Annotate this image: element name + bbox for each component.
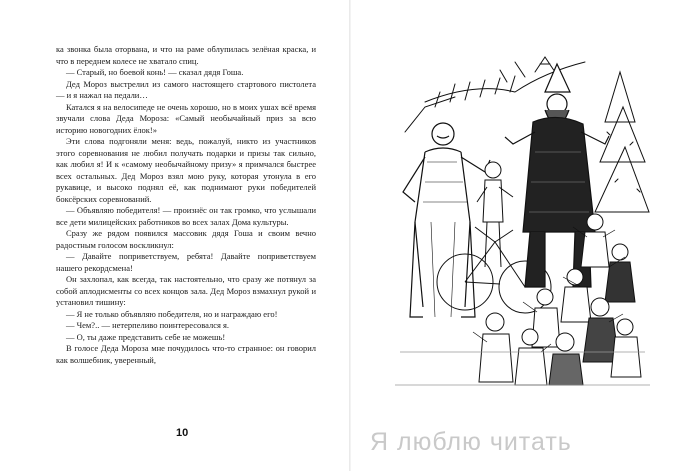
paragraph: — Старый, но боевой конь! — сказал дядя Гоша. (66, 67, 244, 77)
book-fold (349, 0, 351, 471)
paragraph: — Объявляю победителя! — произнёс он так громко, что услышали все дети милицейских работников во всех залах Дома культуры. (56, 205, 316, 227)
paragraph: Катался я на велосипеде не очень хорошо, но в моих ушах всё время звучали слова Деда Мороза: «Самый необычайный приз за всю историю новогодних ёлок!» (56, 101, 316, 135)
paragraph: Дед Мороз выстрелил из самого настоящего стартового пистолета — и я нажал на педали… (56, 78, 316, 100)
paragraph: Сразу же рядом появился массовик дядя Гоша и своим вечно радостным голосом воскликнул: (56, 228, 316, 250)
paragraph: — Давайте поприветствуем, ребята! Давайте поприветствуем нашего рекордсмена! (56, 251, 316, 273)
paragraph: ка звонка была оторвана, и что на раме облупилась зелёная краска, и что в переднем колесе не хватало спиц. (56, 44, 316, 66)
page-number: 10 (176, 427, 189, 439)
paragraph: В голосе Деда Мороза мне почудилось что-то странное: он говорил как волшебник, уверенный, (56, 343, 316, 365)
paragraph: — О, ты даже представить себе не можешь! (66, 331, 226, 342)
paragraph: Эти слова подгоняли меня: ведь, пожалуй, никто из участников этого соревнования не любил получать подарки и призы так сильно, как любил я! И к «самому необычайному призу» я примчался быстрее всех остальных. Дед Мороз взял мою руку, которая утонула в его рукавице, и высоко поднял её, как поднимают руки победителей боксёрских соревнований. (56, 136, 316, 204)
paragraph: — Чем?.. — нетерпеливо поинтересовался я. (66, 320, 230, 330)
story-illustration (395, 52, 650, 387)
paragraph: — Я не только объявляю победителя, но и награждаю его! (66, 308, 278, 319)
text-column (56, 44, 316, 366)
paragraph: Он захлопал, как всегда, так настоятельно, что сразу же потянул за собой аплодисменты со всех концов зала. Дед Мороз взмахнул рукой и установил тишину: (56, 274, 316, 307)
watermark: Я люблю читать (370, 428, 572, 456)
